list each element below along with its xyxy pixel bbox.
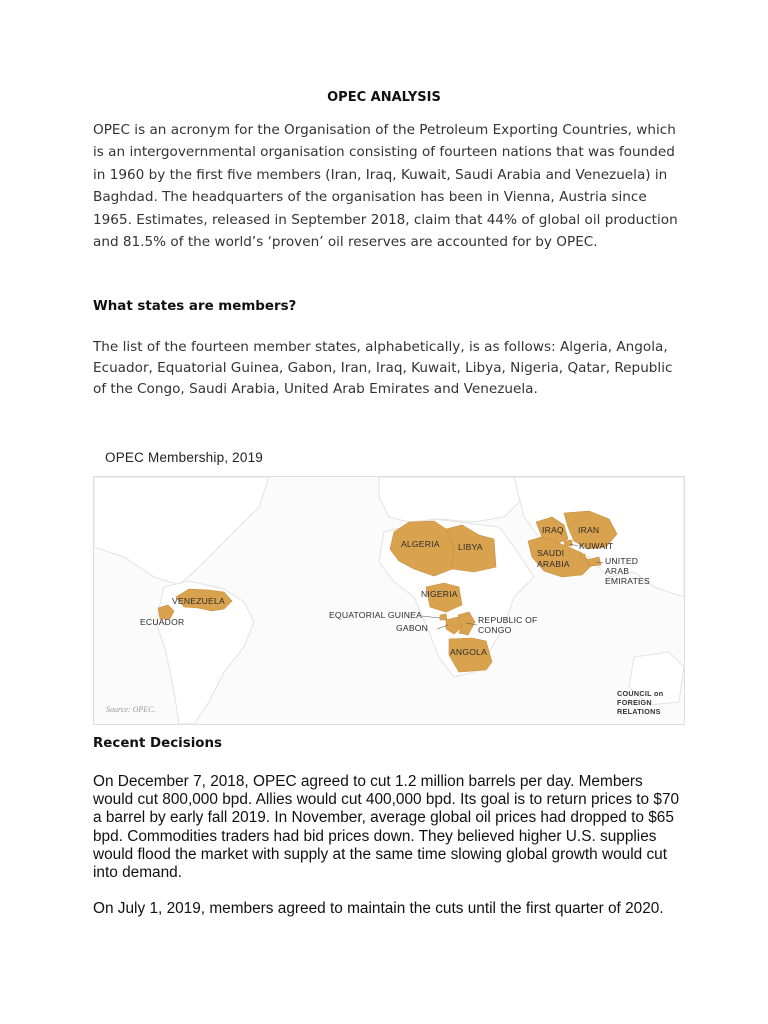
kuwait-shape [564, 540, 572, 546]
label-ecuador: ECUADOR [140, 617, 185, 627]
label-equatorial-guinea: EQUATORIAL GUINEA [329, 610, 423, 620]
world-map [93, 476, 685, 725]
page-title: OPEC ANALYSIS [327, 90, 441, 105]
members-heading: What states are members? [93, 299, 297, 314]
decisions-heading: Recent Decisions [93, 736, 222, 751]
equatorial-guinea-shape [440, 614, 447, 620]
label-iraq: IRAQ [542, 525, 564, 535]
qatar-shape [581, 554, 585, 559]
label-uae-line-1: UNITED [605, 556, 639, 566]
label-saudi-line-2: ARABIA [537, 559, 570, 569]
intro-paragraph: OPEC is an acronym for the Organisation of the Petroleum Exporting Countries, which is an intergovernmental organisation consisting of fourteen nations that was founded in 1960 by the first five members (Iran, Iraq, Kuwait, Saudi Arabia and Venezuela) in Baghdad. The headquarters of the organisation has been in Vienna, Austria since 1965. Estimates, released in September 2018, claim that 44% of global oil production and 81.5% of the world’s ‘proven’ oil reserves are accounted for by OPEC. [93, 122, 678, 251]
cfr-logo-line-1: COUNCIL on [617, 689, 664, 698]
opec-map-figure [93, 443, 683, 723]
label-congo-line-2: CONGO [478, 625, 512, 635]
label-uae-line-3: EMIRATES [605, 576, 650, 586]
label-congo-line-1: REPUBLIC OF [478, 615, 538, 625]
label-libya: LIBYA [458, 542, 483, 552]
members-paragraph: The list of the fourteen member states, alphabetically, is as follows: Algeria, Angola, Ecuador, Equatorial Guinea, Gabon, Iran, Iraq, Kuwait, Libya, Nigeria, Qatar, Republic of the Congo, Saudi Arabia, United Arab Emirates and Venezuela. [93, 339, 673, 397]
label-nigeria: NIGERIA [421, 589, 458, 599]
map-title: OPEC Membership, 2019 [105, 450, 264, 465]
label-kuwait: KUWAIT [579, 541, 614, 551]
label-venezuela: VENEZUELA [172, 596, 225, 606]
label-uae-line-2: ARAB [605, 566, 630, 576]
label-angola: ANGOLA [450, 647, 488, 657]
cfr-logo-line-3: RELATIONS [617, 707, 661, 716]
decision-paragraph-1: On December 7, 2018, OPEC agreed to cut 1.2 million barrels per day. Members would cut 800,000 bpd. Allies would cut 400,000 bpd. Its goal is to return prices to $70 a barrel by early fall 2019. In November, average global oil prices had dropped to $65 bpd. Commodities traders had bid prices down. They believed higher U.S. supplies would flood the market with supply at the same time slowing global growth would cut into demand. [93, 773, 680, 882]
world-map-svg [94, 477, 684, 724]
decision-paragraph-2: On July 1, 2019, members agreed to maintain the cuts until the first quarter of 2020. [93, 900, 664, 917]
map-source: Source: OPEC. [106, 705, 156, 714]
label-gabon: GABON [396, 623, 429, 633]
label-saudi-line-1: SAUDI [537, 548, 565, 558]
north-america-land [94, 477, 269, 585]
cfr-logo-line-2: FOREIGN [617, 698, 652, 707]
label-algeria: ALGERIA [401, 539, 440, 549]
label-iran: IRAN [578, 525, 600, 535]
europe-land [379, 477, 524, 522]
